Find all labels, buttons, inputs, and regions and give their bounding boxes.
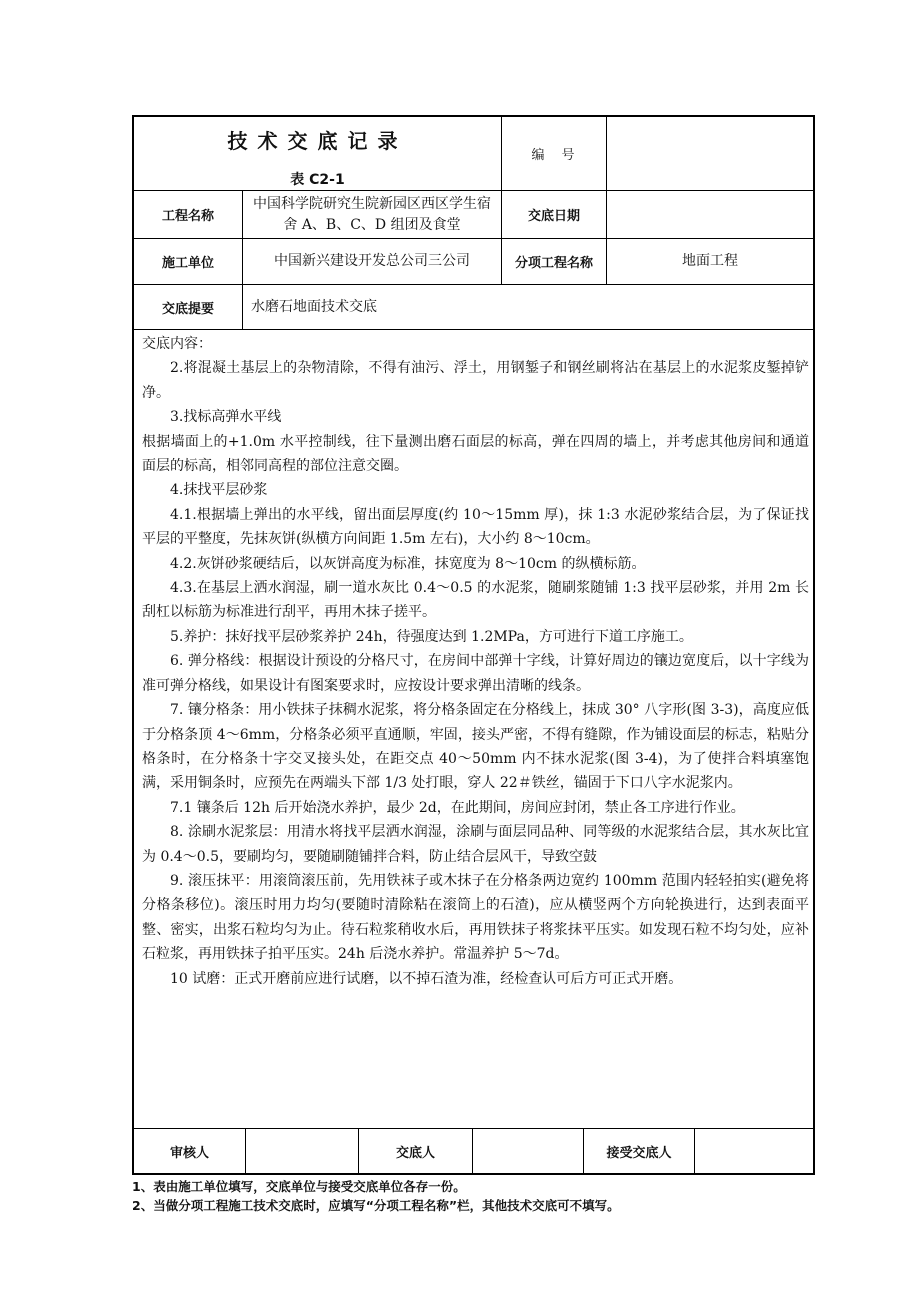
footnote-1: 1、表由施工单位填写，交底单位与接受交底单位各存一份。 xyxy=(132,1179,466,1194)
content-paragraph: 根据墙面上的+1.0m 水平控制线，往下量测出磨石面层的标高，弹在四周的墙上，并考虑其他房间和通道面层的标高，相邻同高程的部位注意交圈。 xyxy=(142,433,809,475)
content-paragraph: 7. 镶分格条：用小铁抹子抹稠水泥浆，将分格条固定在分格线上，抹成 30° 八字形(图 3-3)，高度应低于分格条顶 4～6mm，分格条必须平直通顺，牢固，接头严密，不得有缝隙，作为铺设面层的标志，粘贴分格条时，在分格条十字交叉接头处，在距交点 40～50mm 内不抹水泥浆(图 3-4)，为了使拌合料填塞饱满，采用铜条时，应预先在两端头下部 1/3 处打眼，穿人 22＃铁丝，锚固于下口八字水泥浆内。 xyxy=(142,702,809,792)
content-paragraphs xyxy=(142,356,809,991)
number-field[interactable] xyxy=(607,117,813,190)
presenter-label: 交底人 xyxy=(395,1145,435,1161)
form-title: 技术交底记录 xyxy=(227,129,408,153)
content-paragraph: 4.2.灰饼砂浆硬结后，以灰饼高度为标准，抹宽度为 8～10cm 的纵横标筋。 xyxy=(170,555,646,572)
technical-briefing-form xyxy=(132,115,815,1175)
receiver-signature-field[interactable] xyxy=(695,1129,813,1173)
content-paragraph: 4.1.根据墙上弹出的水平线，留出面层厚度(约 10～15mm 厚)，抹 1:3 水泥砂浆结合层，为了保证找平层的平整度，先抹灰饼(纵横方向间距 1.5m 左右)，大小约 8～10cm。 xyxy=(142,506,809,548)
summary-label: 交底提要 xyxy=(161,301,214,317)
date-label: 交底日期 xyxy=(527,209,580,224)
content-paragraph: 8. 涂刷水泥浆层：用清水将找平层洒水润湿，涂刷与面层同品种、同等级的水泥浆结合层，其水灰比宜为 0.4～0.5，要刷均匀，要随刷随铺拌合料，防止结合层风干，导致空鼓 xyxy=(142,824,809,865)
date-value[interactable] xyxy=(607,191,813,238)
number-label: 编 号 xyxy=(531,148,577,163)
form-number: 表 C2-1 xyxy=(290,172,345,188)
contractor-label: 施工单位 xyxy=(161,256,214,271)
reviewer-signature-field[interactable] xyxy=(246,1129,358,1173)
content-paragraph: 7.1 镶条后 12h 后开始浇水养护，最少 2d，在此期间，房间应封闭，禁止各工序进行作业。 xyxy=(170,799,745,816)
project-name-value[interactable]: 中国科学院研究生院新园区西区学生宿舍 A、B、C、D 组团及食堂 xyxy=(253,195,491,233)
content-paragraph: 10 试磨：正式开磨前应进行试磨，以不掉石渣为准，经检查认可后方可正式开磨。 xyxy=(170,970,683,987)
subproject-label: 分项工程名称 xyxy=(514,256,593,271)
summary-value[interactable]: 水磨石地面技术交底 xyxy=(251,298,377,315)
content-paragraph: 4.抹找平层砂浆 xyxy=(170,482,268,499)
footnote-2: 2、当做分项工程施工技术交底时，应填写“分项工程名称”栏，其他技术交底可不填写。 xyxy=(132,1198,620,1213)
content-heading: 交底内容： xyxy=(142,336,212,352)
content-paragraph: 3.找标高弹水平线 xyxy=(170,409,282,426)
presenter-signature-field[interactable] xyxy=(473,1129,583,1173)
briefing-content xyxy=(134,330,813,991)
content-paragraph: 2.将混凝土基层上的杂物清除，不得有油污、浮土，用钢錾子和钢丝刷将沾在基层上的水泥浆皮錾掉铲净。 xyxy=(142,360,809,401)
content-paragraph: 5.养护：抹好找平层砂浆养护 24h，待强度达到 1.2MPa，方可进行下道工序施工。 xyxy=(170,628,693,645)
reviewer-label: 审核人 xyxy=(169,1145,209,1161)
content-paragraph: 6. 弹分格线：根据设计预设的分格尺寸，在房间中部弹十字线，计算好周边的镶边宽度后，以十字线为准可弹分格线，如果设计有图案要求时，应按设计要求弹出清晰的线条。 xyxy=(142,653,809,694)
receiver-label: 接受交底人 xyxy=(606,1145,672,1161)
subproject-value[interactable]: 地面工程 xyxy=(682,253,738,269)
content-paragraph: 9. 滚压抹平：用滚筒滚压前，先用铁袜子或木抹子在分格条两边宽约 100mm 范围内轻轻拍实(避免将分格条移位)。滚压时用力均匀(要随时清除粘在滚筒上的石渣)，应从横竖两个方向轮换进行，达到表面平整、密实，出浆石粒均匀为止。待石粒浆稍收水后，再用铁抹子将浆抹平压实。如发现石粒不均匀处，应补石粒浆，再用铁抹子拍平压实。24h 后浇水养护。常温养护 5～7d。 xyxy=(142,872,809,963)
content-paragraph: 4.3.在基层上洒水润湿，刷一道水灰比 0.4～0.5 的水泥浆，随刷浆随铺 1:3 找平层砂浆，并用 2m 长刮杠以标筋为标准进行刮平，再用木抹子搓平。 xyxy=(142,580,809,621)
contractor-value[interactable]: 中国新兴建设开发总公司三公司 xyxy=(274,253,470,269)
project-name-label: 工程名称 xyxy=(161,209,214,224)
